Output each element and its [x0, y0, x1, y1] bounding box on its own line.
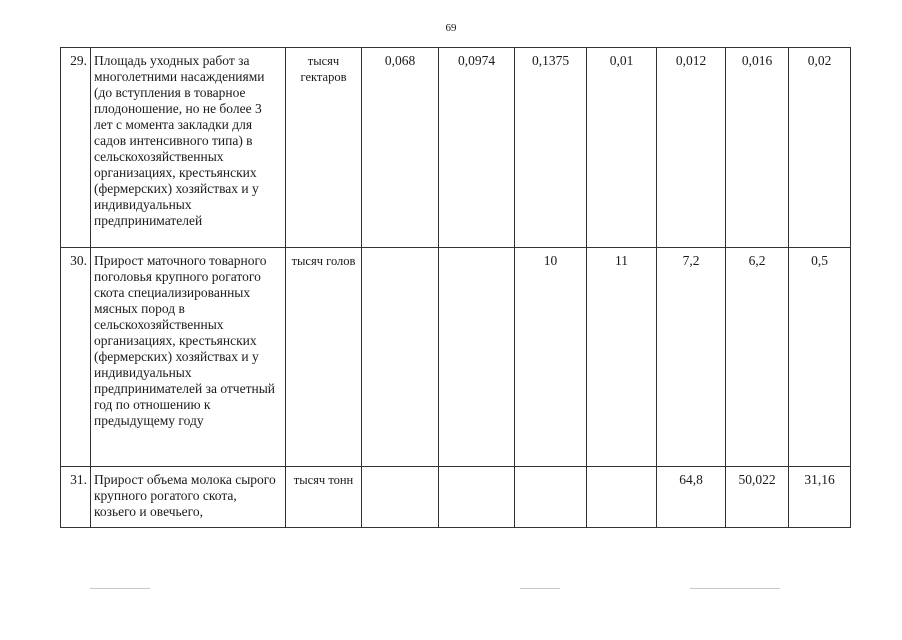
table-row	[61, 48, 851, 248]
value-cell: 0,02	[789, 48, 851, 248]
unit-of-measure: тысяч тонн	[286, 467, 362, 528]
value-cell: 7,2	[657, 248, 726, 467]
scan-artifact	[90, 588, 150, 589]
row-number: 30.	[61, 248, 91, 467]
value-cell: 0,012	[657, 48, 726, 248]
table-row	[61, 467, 851, 528]
indicator-name: Прирост маточного товарного поголовья крупного рогатого скота специализированных мясных пород в сельскохозяйственных организациях, крестьянских (фермерских) хозяйствах и у индивидуальных предпринимателей за отчетный год по отношению к предыдущему году	[91, 248, 286, 467]
value-cell: 64,8	[657, 467, 726, 528]
value-cell: 10	[515, 248, 587, 467]
value-cell	[587, 467, 657, 528]
value-cell: 50,022	[726, 467, 789, 528]
value-cell	[439, 248, 515, 467]
value-cell: 31,16	[789, 467, 851, 528]
row-number: 31.	[61, 467, 91, 528]
scan-artifact	[690, 588, 780, 589]
value-cell: 0,0974	[439, 48, 515, 248]
value-cell: 0,5	[789, 248, 851, 467]
page-number: 69	[445, 22, 457, 34]
value-cell: 6,2	[726, 248, 789, 467]
value-cell	[362, 248, 439, 467]
unit-of-measure: тысяч гектаров	[286, 48, 362, 248]
unit-of-measure: тысяч голов	[286, 248, 362, 467]
scan-artifact	[520, 588, 560, 589]
value-cell	[515, 467, 587, 528]
indicator-name: Прирост объема молока сырого крупного рогатого скота, козьего и овечьего,	[91, 467, 286, 528]
value-cell: 0,068	[362, 48, 439, 248]
table-row	[61, 248, 851, 467]
value-cell	[439, 467, 515, 528]
value-cell: 0,01	[587, 48, 657, 248]
value-cell: 0,1375	[515, 48, 587, 248]
indicators-table	[60, 47, 851, 528]
row-number: 29.	[61, 48, 91, 248]
value-cell	[362, 467, 439, 528]
value-cell: 0,016	[726, 48, 789, 248]
indicator-name: Площадь уходных работ за многолетними насаждениями (до вступления в товарное плодоношение, но не более 3 лет с момента закладки для садов интенсивного типа) в сельскохозяйственных организациях, крестьянских (фермерских) хозяйствах и у индивидуальных предпринимателей	[91, 48, 286, 248]
value-cell: 11	[587, 248, 657, 467]
